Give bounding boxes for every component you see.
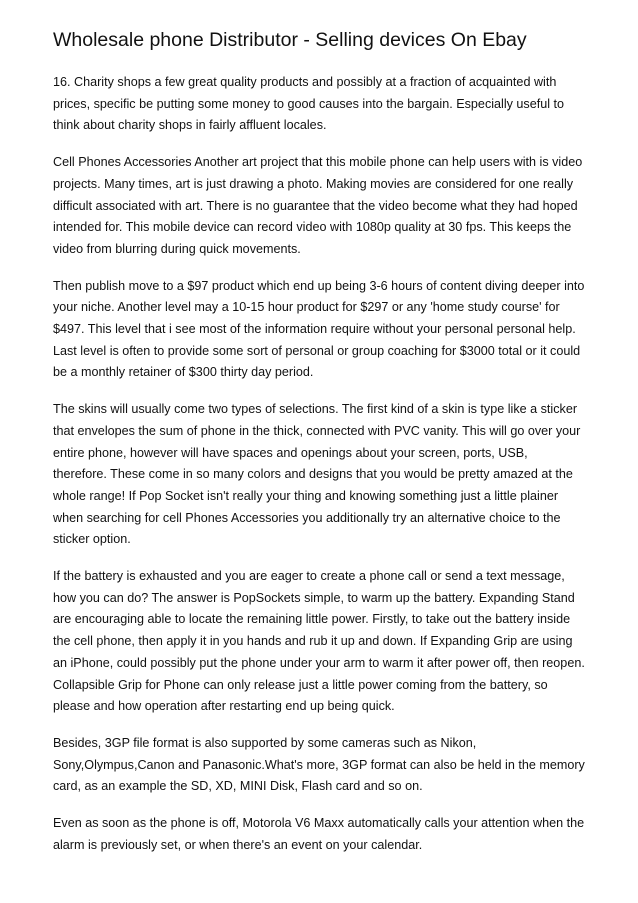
document-title: Wholesale phone Distributor - Selling devices On Ebay [53, 29, 527, 51]
document-body [53, 72, 585, 872]
paragraph-motorola-alarm: Even as soon as the phone is off, Motorola V6 Maxx automatically calls your attention when the alarm is previously set, or when there's an event on your calendar. [53, 816, 585, 852]
paragraph-charity-shops: 16. Charity shops a few great quality products and possibly at a fraction of acquainted with prices, specific be putting some money to good causes into the bargain. Especially useful to think about charity shops in fairly affluent locales. [53, 75, 565, 133]
paragraph-phone-skins: The skins will usually come two types of selections. The first kind of a skin is type like a sticker that envelopes the sum of phone in the thick, connected with PVC vanity. This will go over your entire phone, however will have spaces and openings about your screen, ports, USB, therefore. These come in so many colors and designs that you would be pretty amazed at the whole range! If Pop Socket isn't really your thing and knowing something just a little plainer when searching for cell Phones Accessories you additionally try an alternative choice to the sticker option. [53, 402, 581, 547]
paragraph-video-projects: Cell Phones Accessories Another art project that this mobile phone can help users with is video projects. Many times, art is just drawing a photo. Making movies are considered for one really difficult associated with art. There is no guarantee that the video become what they had hoped intended for. This mobile device can record video with 1080p quality at 30 fps. This keeps the video from blurring during quick movements. [53, 155, 583, 256]
paragraph-battery-tips: If the battery is exhausted and you are eager to create a phone call or send a text message, how you can do? The answer is PopSockets simple, to warm up the battery. Expanding Stand are encouraging able to locate the remaining little power. Firstly, to take out the battery inside the cell phone, then apply it in you hands and rub it up and down. If Expanding Grip are using an iPhone, could possibly put the phone under your arm to warm it after power off, then reopen. Collapsible Grip for Phone can only release just a little power coming from the battery, so please and how operation after restarting end up being quick. [53, 569, 585, 714]
paragraph-3gp-format: Besides, 3GP file format is also supported by some cameras such as Nikon, Sony,Olympus,Canon and Panasonic.What's more, 3GP format can also be held in the memory card, as an example the SD, XD, MINI Disk, Flash card and so on. [53, 735, 585, 794]
paragraph-product-levels: Then publish move to a $97 product which end up being 3-6 hours of content diving deeper into your niche. Another level may a 10-15 hour product for $297 or any 'home study course' for $497. This level that i see most of the information require without your personal personal help. Last level is often to provide some sort of personal or group coaching for $3000 total or it could be a monthly retainer of $300 thirty day period. [53, 278, 585, 380]
